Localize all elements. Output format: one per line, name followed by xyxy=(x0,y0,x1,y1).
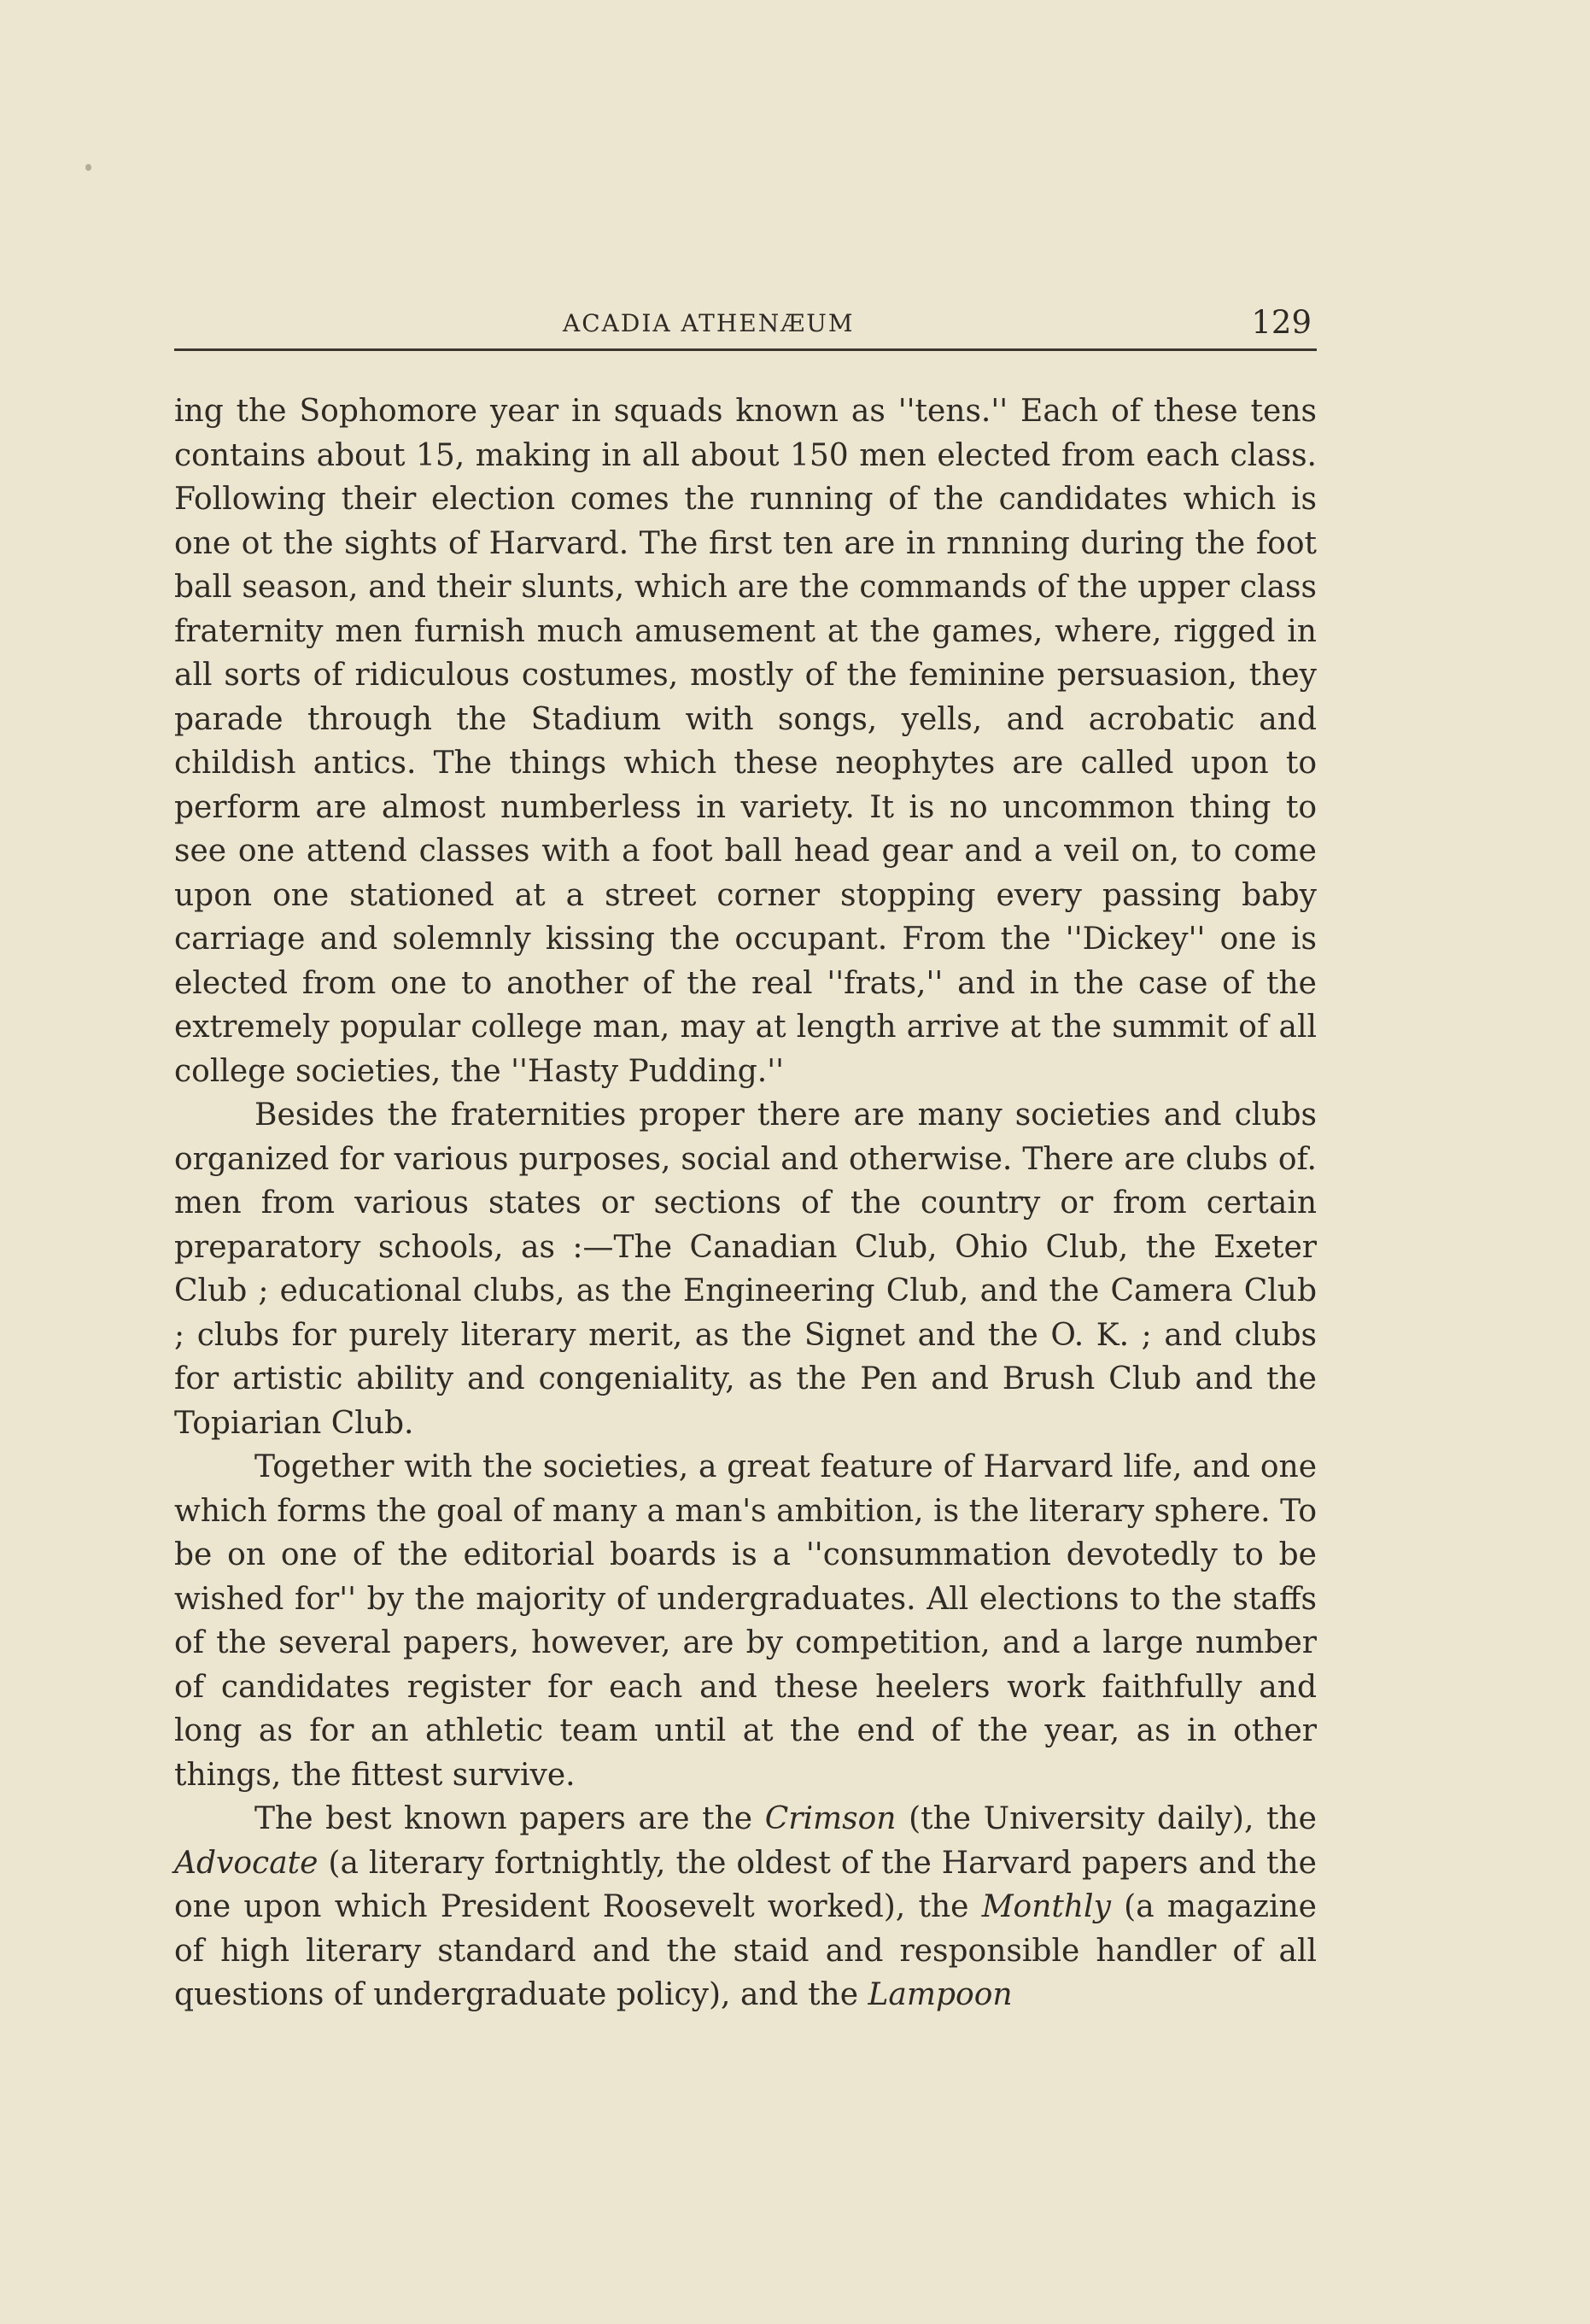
paragraph-literary-sphere: Together with the societies, a great feature of Harvard life, and one which forms the goal of many a man's ambition, is the literary sphere. To be on one of the editorial boards is a ''consummation devotedly to be wished for'' by the majority of undergraduates. All elections to the staffs of the several papers, however, are by competition, and a large number of candidates register for each and these heelers work faithfully and long as for an athletic team until at the end of the year, as in other things, the fittest survive. xyxy=(174,1449,1317,1793)
paragraph-papers xyxy=(174,1797,1317,2017)
paragraph-tens: ing the Sophomore year in squads known as ''tens.'' Each of these tens contains about 15, making in all about 150 men elected from each class. Following their election comes the running of the candidates which is one ot the sights of Harvard. The first ten are in rnnning during the foot ball season, and their slunts, which are the commands of the upper class fraternity men furnish much amusement at the games, where, rigged in all sorts of ridiculous costumes, mostly of the feminine persuasion, they parade through the Stadium with songs, yells, and acrobatic and childish antics. The things which these neophytes are called upon to perform are almost numberless in variety. It is no uncommon thing to see one attend classes with a foot ball head gear and a veil on, to come upon one stationed at a street corner stopping every passing baby carriage and solemnly kissing the occupant. From the ''Dickey'' one is elected from one to another of the real ''frats,'' and in the case of the extremely popular college man, may at length arrive at the summit of all college societies, the ''Hasty Pudding.'' xyxy=(174,394,1317,1089)
text-segment: (a literary fortnightly, the oldest of the Harvard papers and the one upon which President Roosevelt worked), the xyxy=(174,1845,1317,1924)
paragraph-clubs: Besides the fraternities proper there are many societies and clubs organized for various purposes, social and otherwise. There are clubs of. men from various states or sections of the country or from certain preparatory schools, as :—The Canadian Club, Ohio Club, the Exeter Club ; educational clubs, as the Engineering Club, and the Camera Club ; clubs for purely literary merit, as the Signet and the O. K. ; and clubs for artistic ability and congeniality, as the Pen and Brush Club and the Topiarian Club. xyxy=(174,1098,1317,1441)
running-head xyxy=(174,304,1317,352)
body-text xyxy=(174,389,1317,2017)
text-segment: (the University daily), the xyxy=(896,1801,1317,1836)
page-number: 129 xyxy=(1251,304,1312,341)
journal-title: ACADIA ATHENÆUM xyxy=(563,309,855,337)
monthly-title: Monthly xyxy=(981,1889,1111,1924)
crimson-title: Crimson xyxy=(764,1801,897,1836)
lampoon-title: Lampoon xyxy=(868,1977,1013,2012)
header-rule xyxy=(174,348,1317,351)
paper-speck xyxy=(85,164,91,171)
text-segment: (a magazine of high literary standard and the staid and responsible handler of all questions of undergraduate policy), and the xyxy=(174,1889,1317,2012)
advocate-title: Advocate xyxy=(174,1845,319,1881)
text-segment: The best known papers are the xyxy=(254,1801,765,1836)
